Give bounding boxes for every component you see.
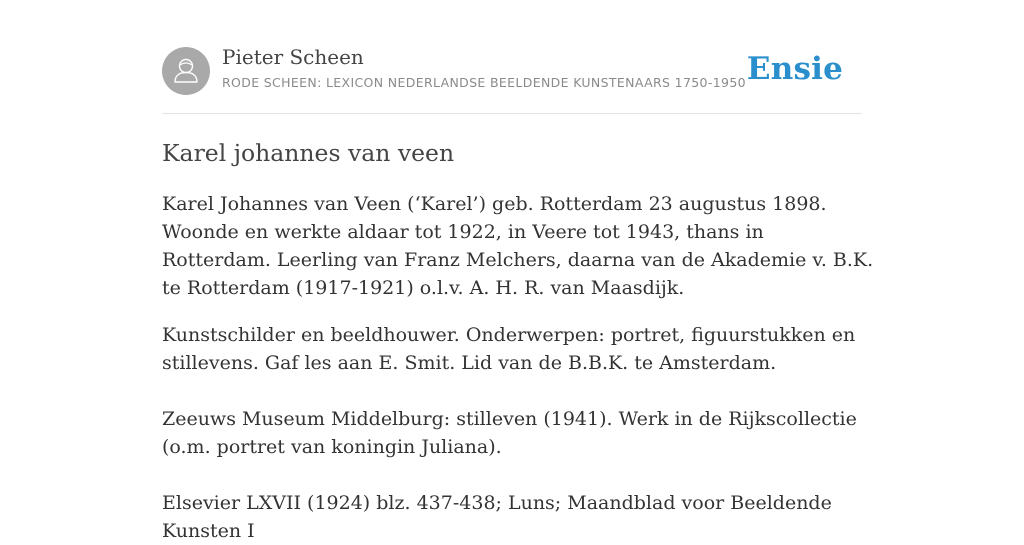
paragraph-collections: Zeeuws Museum Middelburg: stilleven (1941). Werk in de Rijkscollectie (o.m. portret van koningin Juliana). bbox=[162, 408, 857, 458]
paragraph-profession: Kunstschilder en beeldhouwer. Onderwerpen: portret, figuurstukken en stillevens. Gaf les aan E. Smit. Lid van de B.B.K. te Amsterdam. bbox=[162, 324, 856, 374]
article-page bbox=[162, 0, 874, 542]
article-body bbox=[162, 190, 874, 545]
person-outline-icon bbox=[162, 47, 210, 95]
paragraph-gap bbox=[162, 461, 874, 489]
ensie-logo[interactable]: Ensie bbox=[746, 51, 843, 87]
article-title: Karel johannes van veen bbox=[162, 139, 455, 167]
article-header bbox=[162, 0, 862, 114]
paragraph-literature: Elsevier LXVII (1924) blz. 437-438; Luns; Maandblad voor Beeldende Kunsten I bbox=[162, 492, 832, 542]
paragraph-gap bbox=[162, 377, 874, 405]
author-name[interactable]: Pieter Scheen bbox=[222, 45, 364, 69]
source-title[interactable]: RODE SCHEEN: LEXICON NEDERLANDSE BEELDENDE KUNSTENAARS 1750-1950 bbox=[222, 75, 746, 90]
user-avatar-icon[interactable] bbox=[162, 47, 210, 95]
paragraph-biography: Karel Johannes van Veen (‘Karel’) geb. Rotterdam 23 augustus 1898. Woonde en werkte aldaar tot 1922, in Veere tot 1943, thans in Rotterdam. Leerling van Franz Melchers, daarna van de Akademie v. B.K. te Rotterdam (1917-1921) o.l.v. A. H. R. van Maasdijk. bbox=[162, 193, 874, 299]
